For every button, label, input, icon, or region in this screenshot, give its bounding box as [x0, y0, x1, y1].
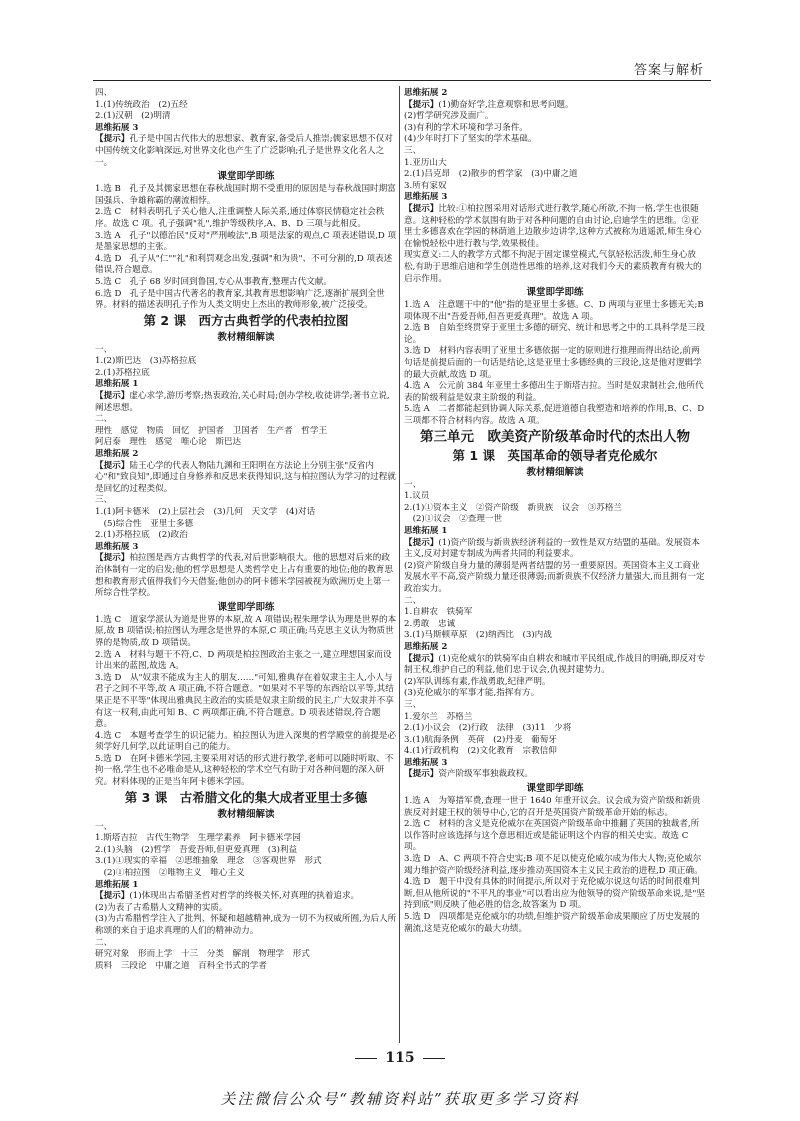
text-line: 2.勇敢 忠诚	[404, 618, 456, 629]
tip-paragraph	[404, 204, 706, 250]
text-line: 2.(1)小议会 (2)行政 法律 (3)11 少将	[404, 723, 572, 734]
tip-paragraph	[404, 538, 706, 561]
paragraph: (2)军队训练有素,作战勇敢,纪律严明。	[404, 676, 551, 687]
page-number	[0, 1050, 800, 1066]
section-heading: 思维拓展 2	[404, 641, 448, 652]
text-line: 3.(1)马斯顿草原 (2)纳西比 (3)内战	[404, 630, 552, 641]
tip-label: 【提示】	[95, 891, 130, 902]
paragraph: 5.选 A 二者都能起到协调人际关系,促进道德自我塑造和培养的作用,B、C、D 三项都不符合材料内容。故选 A 项。	[404, 404, 705, 427]
text-line: 1.斯塔吉拉 古代生物学 生理学素养 阿卡德米学园	[95, 833, 301, 844]
paragraph: 1.选 C 道家学派认为道是世界的本原,故 A 项错误;程朱理学认为理是世界的本原,故 B 项错误;柏拉图认为理念是世界的本原,C 项正确;马克思主义认为物质世界的是物质,故 D 项错误。	[95, 614, 397, 648]
paragraph: (2)资产阶级自身力量的薄弱是两者结盟的另一重要原因。英国资本主义工商业发展水平不高,资产阶级力量还很薄弱;而新贵族不仅经济力量强大,而且拥有一定政治实力。	[404, 560, 705, 594]
text-line: 研究对象 形而上学 十三 分类 解剖 物理学 形式	[95, 949, 310, 960]
paragraph: 2.选 C 材料的含义是克伦威尔在英国资产阶级革命中推翻了英国的独裁者,所以作答时应该选择与这个意思相近或是能证明这个内容的相关史实。故选 C 项。	[404, 819, 700, 853]
subsection-title: 教材精细解读	[526, 466, 584, 478]
paragraph: 4.选 D 题干中没有具体的时间提示,所以对于克伦威尔说这句话的时间很难判断,但从他所说的"不平凡的事业"可以看出应为他领导的资产阶级革命来说,是"坚持到底"则反映了他必胜的信念,故答案为 D 项。	[404, 877, 705, 911]
text-line: 1.亚历山大	[404, 157, 447, 168]
tip-text: (1)克伦威尔的铁骑军由自耕农和城市平民组成,作战目的明确,即反对专制王权,维护自己的利益,他们忠于议会,仇视封建势力。	[404, 653, 706, 676]
left-column	[95, 88, 397, 972]
lesson-title: 第 1 课 英国革命的领导者克伦威尔	[452, 447, 658, 463]
paragraph: 现实意义:二人的教学方式都不拘泥于固定课堂模式,气氛轻松活泼,师生身心放松,有助于思维启迪和学生创造性思维的培养,这对我们今天的素质教育有极大的启示作用。	[404, 250, 702, 284]
tip-text: 柏拉图是西方古典哲学的代表,对后世影响很大。他的思想对后来的政治体制有一定的启发;他的哲学思想是人类哲学史上占有重要的地位;他的教育思想和教育形式值得我们今天借鉴;他创办的阿卡德米学园被视为欧洲历史上第一所综合性学校。	[95, 553, 393, 599]
subsection-title: 课堂即学即练	[526, 287, 584, 299]
page-number-text: 115	[385, 1050, 415, 1066]
tip-text: 陆王心学的代表人物陆九渊和王阳明在方法论上分别主张"反省内心"和"致良知",即通过自身修养和反思来获得知识,这与柏拉图认为学习的过程就是回忆的过程类似。	[95, 460, 396, 494]
text-line: 2.(1)吕克昂 (2)散步的哲学家 (3)中庸之道	[404, 169, 578, 180]
text-line: 2.(1)①资本主义 ②资产阶级 新贵族 议会 ③苏格兰	[404, 502, 623, 513]
paragraph: (4)少年时打下了坚实的学术基础。	[404, 134, 537, 145]
text-line: (2)①柏拉图 ②唯物主义 唯心主义	[95, 868, 245, 879]
paragraph: 4.选 A 公元前 384 年亚里士多德出生于斯塔吉拉。当时是奴隶制社会,他所代表的阶级利益是奴隶主阶级的利益。	[404, 381, 704, 403]
paragraph: 3.选 A 孔子"以德治民"反对"严刑峻法",B 项是法家的观点,C 项表述错误,D 项是墨家思想的主张。	[95, 230, 397, 253]
section-heading: 思维拓展 1	[95, 879, 139, 890]
unit-title: 第三单元 欧美资产阶级革命时代的杰出人物	[420, 428, 690, 445]
text-line: 二、	[95, 937, 113, 948]
paragraph: 2.选 A 材料与题干不符,C、D 两项是柏拉图政治主张之一,建立理想国家而设计出来的蓝图,故选 A。	[95, 649, 392, 672]
subsection-title: 教材精细解读	[217, 331, 275, 343]
text-line: 三、	[404, 145, 422, 156]
subsection-title: 课堂即学即练	[526, 783, 584, 795]
tip-label: 【提示】	[404, 653, 439, 664]
tip-label: 【提示】	[404, 769, 439, 780]
subsection-title: 教材精细解读	[217, 808, 275, 820]
section-heading: 思维拓展 3	[95, 122, 139, 133]
paragraph: (2)为表了古希腊人文精神的实质。	[95, 902, 228, 913]
section-heading: 思维拓展 2	[404, 88, 448, 98]
right-column	[404, 88, 706, 935]
text-line: 1.议员	[404, 491, 430, 502]
tip-paragraph	[95, 553, 397, 599]
tip-text: 孔子是中国古代伟大的思想家、教育家,备受后人推崇;儒家思想不仅对中国传统文化影响深远,对世界文化也产生了广泛影响;孔子是世界文化名人之一。	[95, 134, 393, 168]
tip-paragraph	[95, 891, 397, 903]
paragraph: (2)哲学研究涉及面广。	[404, 111, 494, 122]
page-number-dash-right	[423, 1058, 445, 1059]
section-heading: 思维拓展 3	[404, 192, 448, 203]
section-heading: 思维拓展 1	[404, 526, 448, 536]
page-number-dash-left	[355, 1058, 377, 1059]
text-line: 三、	[95, 495, 113, 506]
text-line: 理性 感觉 物质 回忆 护国者 卫国者 生产者 哲学王	[95, 425, 328, 436]
text-line: (5)综合性 亚里士多德	[95, 518, 194, 529]
tip-paragraph	[404, 769, 706, 781]
text-line: 3.(1)①现实的幸福 ②思维抽象 理念 ③客观世界 形式	[95, 856, 322, 867]
tip-text: 资产阶级军事独裁政权。	[438, 769, 533, 780]
text-line: 一、	[95, 344, 113, 355]
text-line: 1.(2)斯巴达 (3)苏格拉底	[95, 356, 197, 367]
paragraph: 4.选 C 本题考查学生的识记能力。柏拉图认为进入深奥的哲学殿堂的前提是必须学好几何学,以此证明自己的能力。	[95, 730, 397, 753]
text-line: 三、	[404, 699, 422, 710]
text-line: 一、	[404, 479, 422, 490]
paragraph: 2.选 B 自始至终贯穿于亚里士多德的研究、统计和思考之中的工具科学是三段论。	[404, 323, 705, 345]
paragraph: 5.选 D 四项都是克伦威尔的功绩,但维护资产阶级革命成果顺应了历史发展的潮流,这是克伦威尔的最大功绩。	[404, 912, 700, 934]
header-rule	[93, 80, 711, 81]
text-line: 2.(1)苏格拉底 (2)政治	[95, 530, 188, 541]
text-line: 2.(1)头脑 (2)哲学 吾爱吾师,但更爱真理 (3)利益	[95, 844, 298, 855]
tip-label: 【提示】	[404, 99, 439, 110]
tip-label: 【提示】	[95, 553, 130, 564]
tip-label: 【提示】	[95, 460, 130, 471]
paragraph: (3)为古希腊哲学注入了批判、怀疑和超越精神,成为一切不为权威所囿,为后人所称颂的来自于追求真理的人们的精神动力。	[95, 914, 397, 936]
text-line: 3.(1)航海条例 英荷 (2)丹麦 葡萄牙	[404, 734, 557, 745]
paragraph: 3.选 D 材料内容表明了亚里士多德依据一定的原则进行推理而得出结论,前两句话是前提后面的一句话是结论,这是亚里士多德经典的三段论,这是他对逻辑学的最大贡献,故选 D 项。	[404, 346, 702, 380]
tip-text: (1)资产阶级与新贵族经济利益的一致性是双方结盟的基础。发展资本主义,反对封建专制成为两者共同的利益要求。	[404, 537, 700, 560]
text-line: 3.所有家奴	[404, 180, 447, 191]
tip-text: 虚心求学,游历考察;热衷政治,关心时局;创办学校,收徒讲学;著书立说,阐述思想。	[95, 391, 390, 413]
text-line: 阿启泰 理性 感觉 唯心论 斯巴达	[95, 437, 242, 448]
section-heading: 思维拓展 3	[404, 757, 448, 768]
tip-text: (1)体现出古希腊圣哲对哲学的终极关怀,对真理的执着追求。	[129, 891, 360, 902]
tip-paragraph	[95, 134, 397, 169]
section-heading: 思维拓展 3	[95, 541, 139, 552]
paragraph: 6.选 D 孔子是中国古代著名的教育家,其教育思想影响广泛,逐渐扩展到全世界。材料的描述表明孔子作为人类文明史上杰出的教师形象,被广泛接受。	[95, 288, 385, 311]
tip-paragraph	[95, 391, 397, 414]
subsection-title: 课堂即学即练	[217, 601, 275, 613]
lesson-title: 第 2 课 西方古典哲学的代表柏拉图	[143, 312, 349, 328]
tip-paragraph	[95, 461, 397, 496]
text-line: 二、	[95, 414, 113, 425]
section-heading: 思维拓展 1	[95, 379, 139, 390]
paragraph: 4.选 D 孔子从"仁""礼"和利罚观念出发,强调"和为贵"、不可分割的,D 项表述错误,符合题意。	[95, 253, 393, 276]
tip-text: 比较:①柏拉图采用对话形式进行教学,随心所欲,不拘一格,学生也很随意。这种轻松的学术氛围有助于对各种问题的自由讨论,启迪学生的思维。②亚里士多德喜欢在学园的林荫道上边散步边讲学,这种方式被称为逍遥派,师生身心在愉悦轻松中进行教与学,效果极佳。	[404, 203, 702, 249]
paragraph: 1.选 B 孔子及其儒家思想在春秋战国时期不受重用的原因是与春秋战国时期富国强兵、争雄称霸的潮流相悖。	[95, 184, 396, 206]
text-line: (2)①议会 ②查理一世	[404, 514, 503, 525]
column-divider	[399, 86, 400, 1043]
lesson-title: 第 3 课 古希腊文化的集大成者亚里士多德	[124, 789, 368, 805]
tip-label: 【提示】	[95, 134, 130, 145]
text-line: 4.(1)行政机构 (2)文化教育 宗教信仰	[404, 746, 557, 757]
paragraph: 5.选 D 在阿卡德米学园,主要采用对话的形式进行教学,老师可以随时听取、不拘一格,学生也不必唯命是从,这种轻松的学术空气有助于对各种问题的深入研究。材料体现的正是当年阿卡德米学园。	[95, 753, 394, 788]
tip-paragraph	[404, 100, 706, 112]
tip-label: 【提示】	[404, 537, 439, 548]
text-line: 质料 三段论 中庸之道 百科全书式的学者	[95, 960, 267, 971]
paragraph: 2.选 C 材料表明孔子关心他人,注重调整人际关系,通过体察民情稳定社会秩序。故选 C 项。孔子强调"礼",维护等级秩序,A、B、D 三项与此相反。	[95, 207, 385, 229]
text-line: 2.(1)汉朝 (2)明清	[95, 111, 171, 122]
text-line: 2.(1)苏格拉底	[95, 367, 150, 378]
paragraph: 3.选 D 从"奴隶不能成为主人的朋友……"可知,雅典存在着奴隶主主人,小人与君子之间不平等,故 A 项正确,不符合题意。"如果对不平等的东西给以平等,其结果正是不平等"体现出雅典民主政治的实质是奴隶主阶级的民主,广大奴隶并不享有这一权利,由此可知 B、C 两项都正确,不符合题意。D 项表述错误,符合题意。	[95, 672, 394, 730]
paragraph: 1.选 A 注意题干中的"他"指的是亚里士多德。C、D 两项与亚里士多德无关;B 项体现不出"吾爱吾师,但吾更爱真理"。故选 A 项。	[404, 300, 704, 322]
text-line: 1.自耕农 铁骑军	[404, 607, 473, 618]
paragraph: (3)克伦威尔的军事才能,指挥有方。	[404, 688, 540, 699]
text-line: 1.(1)阿卡德米 (2)上层社会 (3)几何 天文学 (4)对话	[95, 507, 316, 517]
subsection-title: 课堂即学即练	[217, 171, 275, 183]
text-line: 二、	[404, 595, 422, 606]
paragraph: 3.选 D A、C 两项不符合史实;B 项不足以使克伦威尔成为伟大人物;克伦威尔竭力维护资产阶级经济利益,逐步推动英国资本主义民主政治的进程,D 项正确。	[404, 854, 703, 876]
paragraph: (3)有利的学术环境和学习条件。	[404, 122, 528, 133]
tip-text: (1)勤奋好学,注意观察和思考问题。	[438, 99, 574, 110]
tip-label: 【提示】	[404, 203, 439, 214]
paragraph: 1.选 A 为筹措军费,查理一世于 1640 年重开议会。议会成为资产阶级和新贵族反对封建王权的领导中心,它的召开是英国资产阶级革命开始的标志。	[404, 796, 701, 818]
section-heading: 思维拓展 2	[95, 449, 139, 460]
text-line: 1.(1)传统政治 (2)五经	[95, 99, 188, 110]
footer-note: 关注微信公众号“教辅资料站”获取更多学习资料	[220, 1090, 580, 1108]
paragraph: 5.选 C 孔子 68 岁时回到鲁国,专心从事教育,整理古代文献。	[95, 276, 333, 287]
text-line: 四、	[95, 88, 113, 98]
text-line: 1.爱尔兰 苏格兰	[404, 711, 473, 722]
tip-paragraph	[404, 654, 706, 677]
text-line: 一、	[95, 821, 113, 832]
tip-label: 【提示】	[95, 391, 130, 402]
header-title: 答案与解析	[633, 63, 704, 78]
